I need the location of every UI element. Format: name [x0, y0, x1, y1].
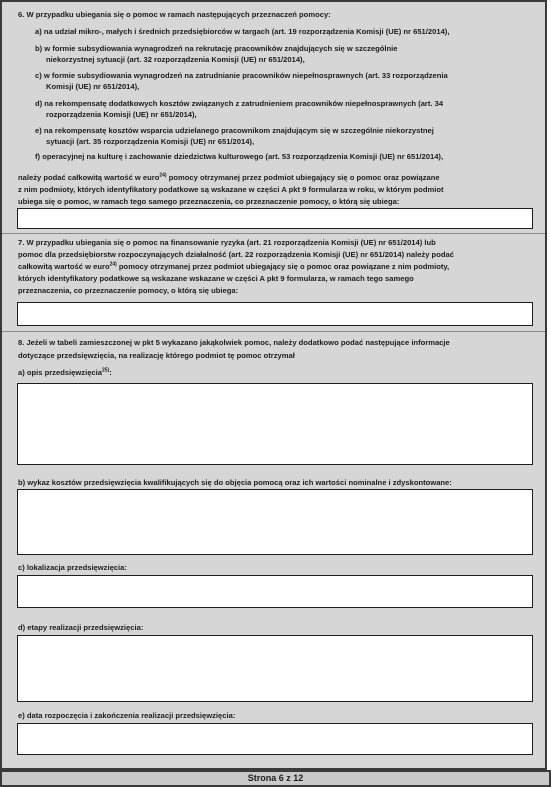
- section8-e-label: e) data rozpoczęcia i zakończenia realizacji przedsięwzięcia:: [18, 711, 236, 720]
- section6-instruction: należy podać całkowitą wartość w euro$^{24)}$ pomocy otrzymanej przez podmiot ubiegający się o pomoc oraz powiązane: [18, 172, 440, 182]
- section8-c-label: c) lokalizacja przedsięwzięcia:: [18, 563, 127, 572]
- project-stages-field[interactable]: [17, 635, 533, 702]
- section7-line5: przeznaczenia, co przeznaczenie pomocy, o którą się ubiega:: [18, 286, 239, 295]
- section7-line1: 7. W przypadku ubiegania się o pomoc na finansowanie ryzyka (art. 21 rozporządzenia Komisji (UE) nr 651/2014) lub: [18, 238, 436, 247]
- section6-item-a: a) na udział mikro-, małych i średnich przedsiębiorców w targach (art. 19 rozporządzenia Komisji (UE) nr 651/2014),: [35, 27, 450, 36]
- section6-item-e-cont: sytuacji (art. 35 rozporządzenia Komisji (UE) nr 651/2014),: [46, 137, 255, 146]
- section-divider: [2, 233, 545, 234]
- section8-b-label: b) wykaz kosztów przedsięwzięcia kwalifikujących się do objęcia pomocą oraz ich wartości nominalne i zdyskontowane:: [18, 478, 452, 487]
- section7-line2: pomoc dla przedsiębiorstw rozpoczynających działalność (art. 22 rozporządzenia Komisji (UE) nr 651/2014) należy podać: [18, 250, 454, 259]
- section6-instruction-line2: z nim podmioty, których identyfikatory podatkowe są wskazane w części A pkt 9 formularza w roku, w którym podmiot: [18, 185, 444, 194]
- section6-item-e: e) na rekompensatę kosztów wsparcia udzielanego pracownikom znajdującym się w szczególnie niekorzystnej: [35, 126, 434, 135]
- section6-item-f: f) operacyjnej na kulturę i zachowanie dziedzictwa kulturowego (art. 53 rozporządzenia Komisji (UE) nr 651/2014),: [35, 152, 444, 161]
- eligible-costs-field[interactable]: [17, 489, 533, 555]
- project-description-field[interactable]: [17, 383, 533, 465]
- section6-item-c-cont: Komisji (UE) nr 651/2014),: [46, 82, 140, 91]
- section7-line3: całkowitą wartość w euro$^{24)}$ pomocy otrzymanej przez podmiot ubiegający się o pomoc oraz powiązane z nim podmioty,: [18, 261, 450, 271]
- section8-line1: 8. Jeżeli w tabeli zamieszczonej w pkt 5 wykazano jakąkolwiek pomoc, należy dodatkowo podać następujące informacje: [18, 338, 450, 347]
- section8-line2: dotyczące przedsięwzięcia, na realizację którego podmiot tę pomoc otrzymał: [18, 351, 295, 360]
- section6-instruction-line3: ubiega się o pomoc, w ramach tego samego przeznaczenia, co przeznaczenie pomocy, o którą się ubiega:: [18, 197, 400, 206]
- section6-item-d: d) na rekompensatę dodatkowych kosztów związanych z zatrudnieniem pracowników niepełnosprawnych (art. 34: [35, 99, 444, 108]
- section6-heading: 6. W przypadku ubiegania się o pomoc w ramach następujących przeznaczeń pomocy:: [18, 10, 331, 19]
- section-divider: [2, 331, 545, 332]
- section6-item-b: b) w formie subsydiowania wynagrodzeń na rekrutację pracowników znajdujących się w szczególnie: [35, 44, 398, 53]
- section6-item-d-cont: rozporządzenia Komisji (UE) nr 651/2014),: [46, 110, 197, 119]
- section6-item-c: c) w formie subsydiowania wynagrodzeń na zatrudnianie pracowników niepełnosprawnych (art. 33 rozporządzenia: [35, 71, 448, 80]
- project-location-field[interactable]: [17, 575, 533, 608]
- page-footer: [0, 770, 551, 787]
- page-number: Strona 6 z 12: [247, 773, 304, 783]
- project-dates-field[interactable]: [17, 723, 533, 755]
- section6-item-b-cont: niekorzystnej sytuacji (art. 32 rozporządzenia Komisji (UE) nr 651/2014),: [46, 55, 305, 64]
- section8-d-label: d) etapy realizacji przedsięwzięcia:: [18, 623, 144, 632]
- section7-amount-field[interactable]: [17, 302, 533, 326]
- section8-a-label: a) opis przedsięwzięcia$^{25)}$:: [18, 367, 112, 377]
- section6-amount-field[interactable]: [17, 208, 533, 229]
- section7-line4: których identyfikatory podatkowe są wskazane wskazane w części A pkt 9 formularza, w ramach tego samego: [18, 274, 414, 283]
